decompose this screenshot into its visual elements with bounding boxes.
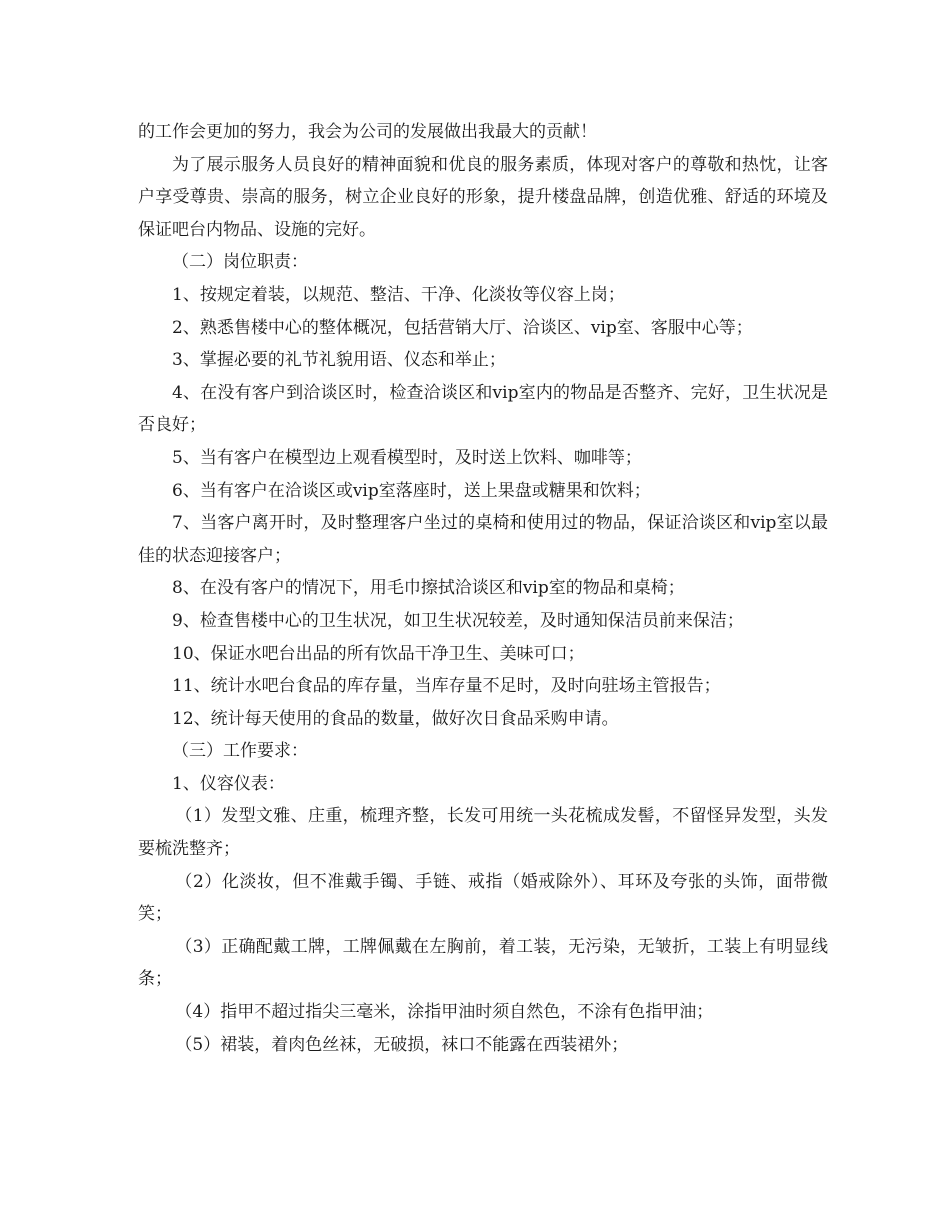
document-body [138,116,828,1061]
duty-item-4: 4、在没有客户到洽谈区时，检查洽谈区和vip室内的物品是否整齐、完好，卫生状况是否良好； [138,382,828,436]
section-heading-requirements: （三）工作要求： [172,741,308,762]
appearance-item-3: （3）正确配戴工牌，工牌佩戴在左胸前，着工装，无污染，无皱折，工装上有明显线条； [138,936,828,990]
appearance-item-1: （1）发型文雅、庄重，梳理齐整，长发可用统一头花梳成发髻，不留怪异发型，头发要梳洗整齐； [138,806,828,860]
duty-item-3: 3、掌握必要的礼节礼貌用语、仪态和举止； [172,350,506,371]
paragraph-continuation: 的工作会更加的努力，我会为公司的发展做出我最大的贡献！ [138,122,597,142]
section-heading-duties: （二）岗位职责： [172,252,308,273]
appearance-item-5: （5）裙装，着肉色丝袜，无破损，袜口不能露在西装裙外； [175,1034,629,1055]
duty-item-2: 2、熟悉售楼中心的整体概况，包括营销大厅、洽谈区、vip室、客服中心等； [172,317,753,338]
appearance-item-2: （2）化淡妆，但不准戴手镯、手链、戒指（婚戒除外）、耳环及夸张的头饰，面带微笑； [138,871,828,925]
duty-item-8: 8、在没有客户的情况下，用毛巾擦拭洽谈区和vip室的物品和桌椅； [172,578,685,599]
duty-item-11: 11、统计水吧台食品的库存量，当库存量不足时，及时向驻场主管报告； [172,676,721,697]
duty-item-5: 5、当有客户在模型边上观看模型时，及时送上饮料、咖啡等； [172,447,642,468]
appearance-item-4: （4）指甲不超过指尖三毫米，涂指甲油时须自然色，不涂有色指甲油； [175,1002,714,1023]
duty-item-7: 7、当客户离开时，及时整理客户坐过的桌椅和使用过的物品，保证洽谈区和vip室以最佳的状态迎接客户； [138,513,828,566]
duty-item-12: 12、统计每天使用的食品的数量，做好次日食品采购申请。 [172,708,619,729]
requirement-heading-appearance: 1、仪容仪表： [172,773,285,794]
duty-item-1: 1、按规定着装，以规范、整洁、干净、化淡妆等仪容上岗； [172,284,625,305]
duty-item-9: 9、检查售楼中心的卫生状况，如卫生状况较差，及时通知保洁员前来保洁； [172,610,744,631]
paragraph-purpose: 为了展示服务人员良好的精神面貌和优良的服务素质，体现对客户的尊敬和热忱，让客户享受尊贵、崇高的服务，树立企业良好的形象，提升楼盘品牌，创造优雅、舒适的环境及保证吧台内物品、设施的完好。 [138,154,828,240]
duty-item-10: 10、保证水吧台出品的所有饮品干净卫生、美味可口； [172,643,585,664]
duty-item-6: 6、当有客户在洽谈区或vip室落座时，送上果盘或糖果和饮料； [172,480,651,501]
